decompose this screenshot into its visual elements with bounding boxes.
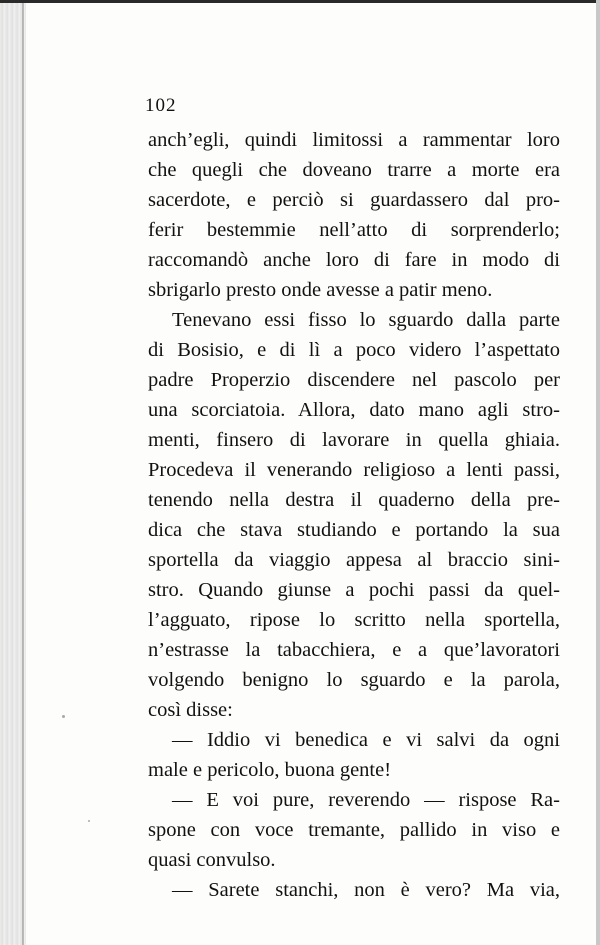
text-line: — Iddio vi benedica e vi salvi da ogni bbox=[172, 729, 560, 751]
text-line: quasi convulso. bbox=[148, 849, 276, 871]
body-text bbox=[148, 125, 560, 905]
text-line: così disse: bbox=[148, 699, 233, 721]
text-line: dica che stava studiando e portando la sua bbox=[148, 519, 560, 541]
text-line: raccomandò anche loro di fare in modo di bbox=[148, 249, 560, 271]
text-line: sacerdote, e perciò si guardassero dal pro- bbox=[148, 189, 560, 211]
text-line: anch’egli, quindi limitossi a rammentar loro bbox=[148, 129, 560, 151]
top-page-edge bbox=[0, 0, 600, 3]
text-line: volgendo benigno lo sguardo e la parola, bbox=[148, 669, 560, 691]
text-line: n’estrasse la tabacchiera, e a que’lavoratori bbox=[148, 639, 560, 661]
text-line: — Sarete stanchi, non è vero? Ma via, bbox=[172, 879, 560, 901]
text-line: male e pericolo, buona gente! bbox=[148, 759, 392, 781]
text-line: l’agguato, ripose lo scritto nella sportella, bbox=[148, 609, 560, 631]
text-line: che quegli che doveano trarre a morte era bbox=[148, 159, 560, 181]
text-line: spone con voce tremante, pallido in viso e bbox=[148, 819, 560, 841]
text-line: menti, finsero di lavorare in quella ghiaia. bbox=[148, 429, 560, 451]
text-line: una scorciatoia. Allora, dato mano agli stro- bbox=[148, 399, 560, 421]
text-line: ferir bestemmie nell’atto di sorprenderlo; bbox=[148, 219, 560, 241]
text-line: stro. Quando giunse a pochi passi da quel- bbox=[148, 579, 560, 601]
text-line: sbrigarlo presto onde avesse a patir meno. bbox=[148, 279, 493, 301]
text-line: sportella da viaggio appesa al braccio sini- bbox=[148, 549, 560, 571]
right-page-edge bbox=[596, 0, 600, 945]
paper-speck bbox=[88, 820, 90, 822]
page-number: 102 bbox=[145, 95, 177, 116]
text-line: — E voi pure, reverendo — rispose Ra- bbox=[172, 789, 560, 811]
text-line: padre Properzio discendere nel pascolo per bbox=[148, 369, 560, 391]
text-line: Procedeva il venerando religioso a lenti passi, bbox=[148, 459, 560, 481]
text-line: di Bosisio, e di lì a poco videro l’aspettato bbox=[148, 339, 560, 361]
binding-edge-line bbox=[22, 0, 24, 945]
paper-speck bbox=[62, 715, 65, 718]
text-line: tenendo nella destra il quaderno della pre- bbox=[148, 489, 560, 511]
text-line: Tenevano essi fisso lo sguardo dalla parte bbox=[172, 309, 560, 331]
